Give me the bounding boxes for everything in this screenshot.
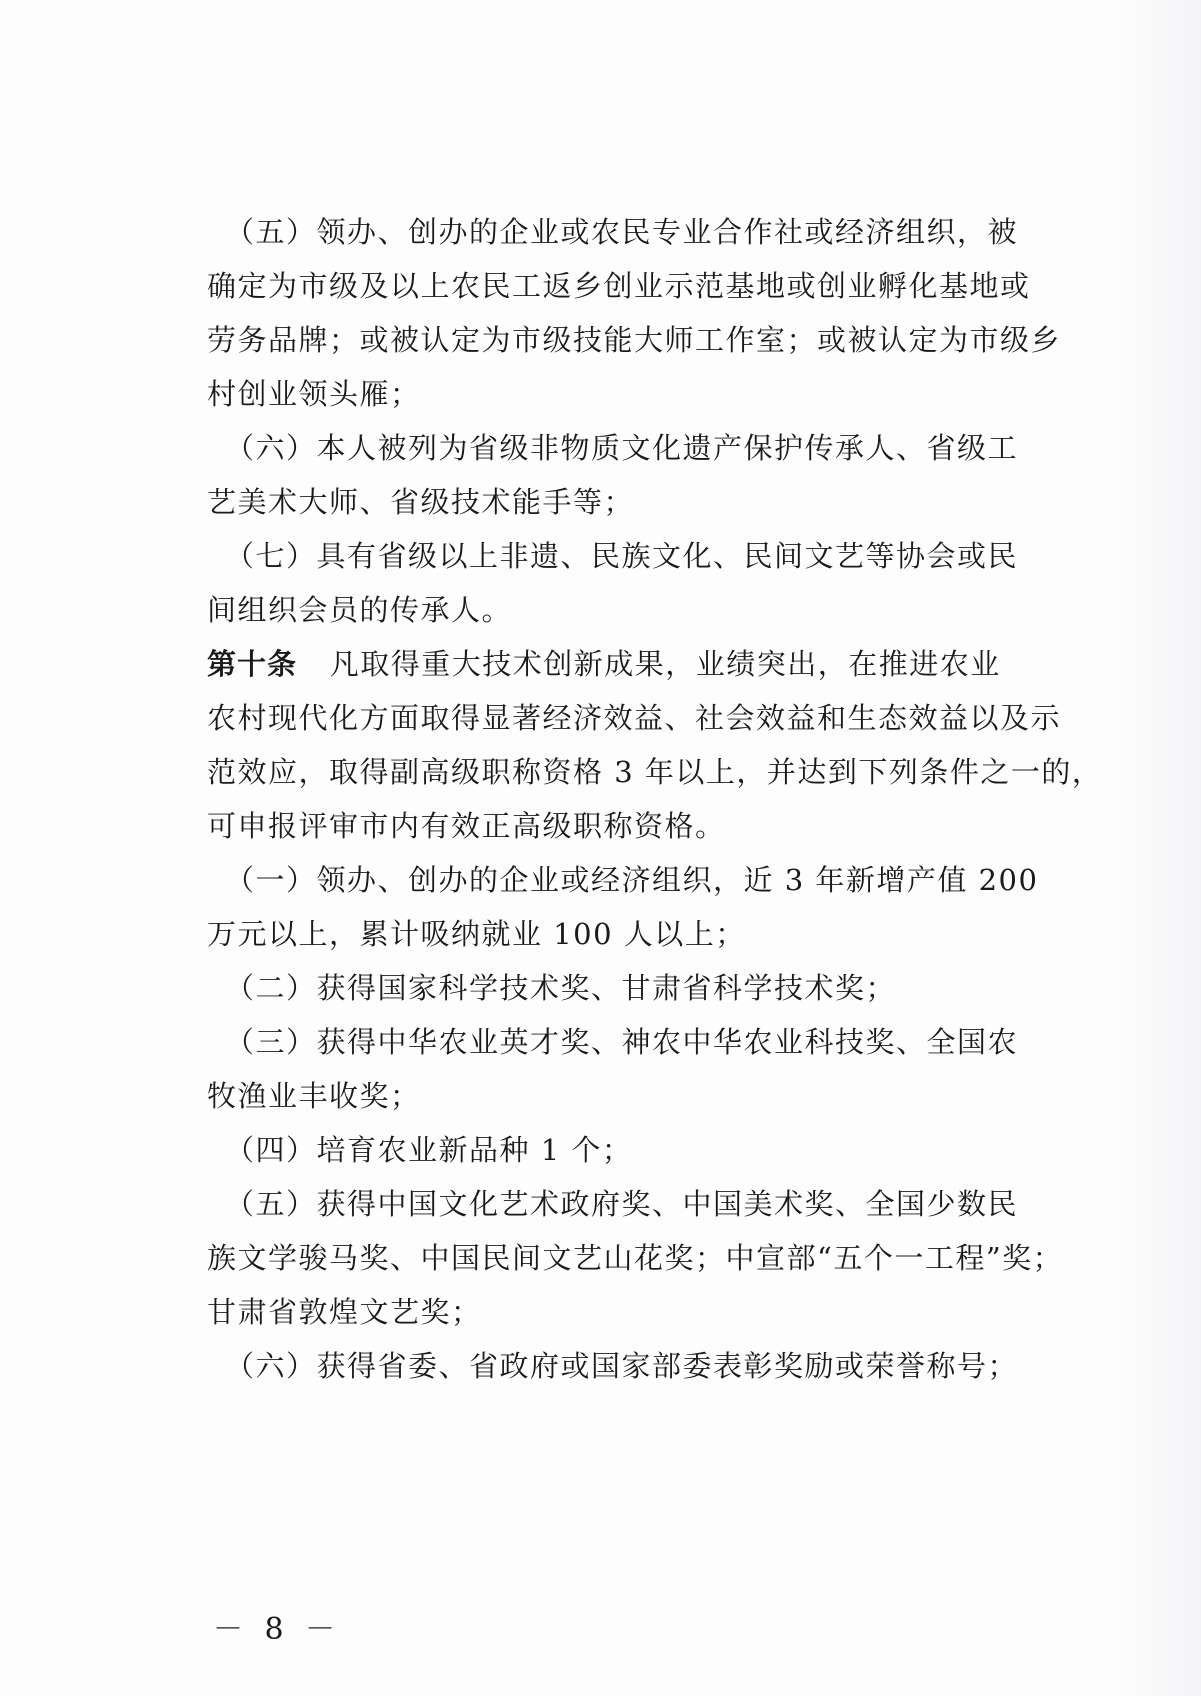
text-line: （六）获得省委、省政府或国家部委表彰奖励或荣誉称号； — [225, 1349, 1019, 1383]
text-line: 范效应，取得副高级职称资格 3 年以上，并达到下列条件之一的， — [207, 755, 1103, 789]
text-line: 甘肃省敦煌文艺奖； — [207, 1295, 482, 1329]
text-line: （七）具有省级以上非遗、民族文化、民间文艺等协会或民 — [225, 539, 1019, 573]
text-line: 农村现代化方面取得显著经济效益、社会效益和生态效益以及示 — [207, 701, 1062, 735]
text-line: 万元以上，累计吸纳就业 100 人以上； — [207, 917, 746, 951]
text-line: （三）获得中华农业英才奖、神农中华农业科技奖、全国农 — [225, 1025, 1019, 1059]
article-label: 第十条 — [207, 647, 298, 681]
article-heading-line — [207, 637, 1001, 691]
text-line: 确定为市级及以上农民工返乡创业示范基地或创业孵化基地或 — [207, 269, 1031, 303]
text-line: （一）领办、创办的企业或经济组织，近 3 年新增产值 200 — [225, 863, 1039, 897]
body-text — [207, 205, 1103, 1393]
text-line: 间组织会员的传承人。 — [207, 593, 513, 627]
text-line: （五）领办、创办的企业或农民专业合作社或经济组织，被 — [225, 215, 1019, 249]
text-line: 牧渔业丰收奖； — [207, 1079, 421, 1113]
text-line: 族文学骏马奖、中国民间文艺山花奖；中宣部“五个一工程”奖； — [207, 1241, 1064, 1275]
text-line: 劳务品牌；或被认定为市级技能大师工作室；或被认定为市级乡 — [207, 323, 1062, 357]
text-line: （二）获得国家科学技术奖、甘肃省科学技术奖； — [225, 971, 897, 1005]
scan-shadow — [1111, 0, 1201, 1696]
article-first-line: 凡取得重大技术创新成果，业绩突出，在推进农业 — [329, 647, 1001, 681]
text-line: 艺美术大师、省级技术能手等； — [207, 485, 635, 519]
text-line: 村创业领头雁； — [207, 377, 421, 411]
text-line: （四）培育农业新品种 1 个； — [225, 1133, 633, 1167]
text-line: （五）获得中国文化艺术政府奖、中国美术奖、全国少数民 — [225, 1187, 1019, 1221]
page-number: － 8 － — [213, 1612, 342, 1647]
text-line: 可申报评审市内有效正高级职称资格。 — [207, 809, 726, 843]
text-line: （六）本人被列为省级非物质文化遗产保护传承人、省级工 — [225, 431, 1019, 465]
